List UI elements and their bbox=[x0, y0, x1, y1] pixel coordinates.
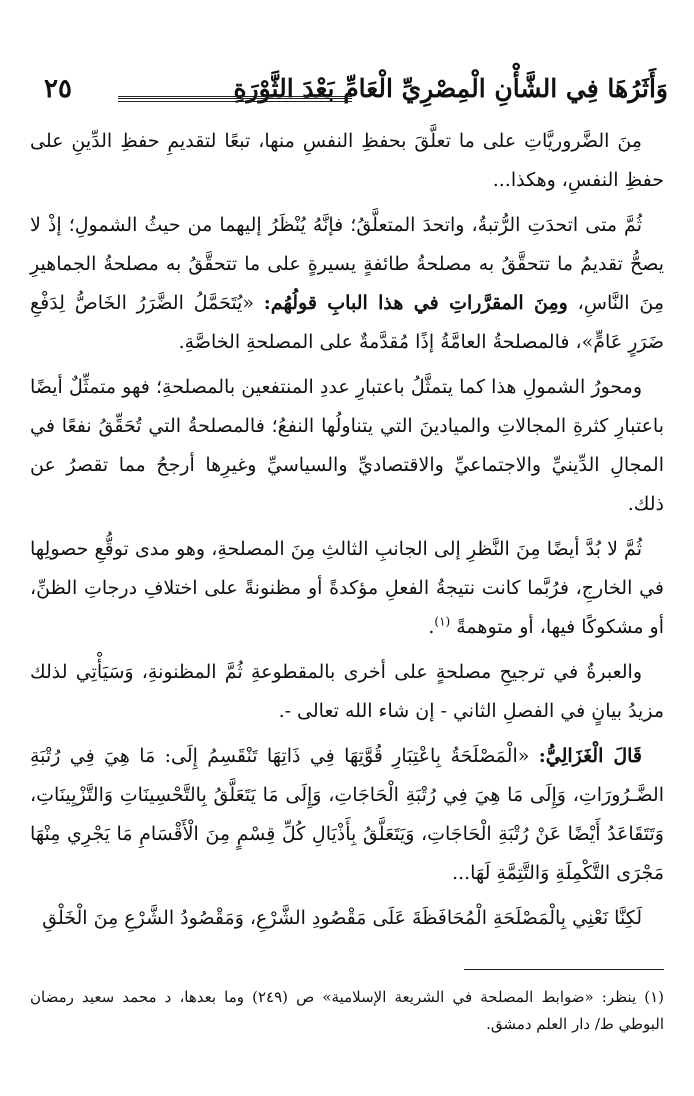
paragraph: والعبرةُ في ترجيحِ مصلحةٍ على أخرى بالمقطوعةِ ثُمَّ المظنونةِ، وَسَيَأْتِي لذلك مزيدُ بيانٍ في الفصلِ الثاني - إن شاء الله تعالى -. bbox=[30, 661, 664, 722]
header-rule-thin bbox=[118, 101, 352, 102]
running-header bbox=[26, 70, 668, 120]
bold-phrase: ومِنَ المقرَّراتِ في هذا البابِ قولُهُم: bbox=[263, 292, 568, 314]
footnote: (١) ينظر: «ضوابط المصلحة في الشريعة الإسلامية» ص (٢٤٩) وما بعدها، د محمد سعيد رمضان البوطي ط/ دار العلم دمشق. bbox=[30, 988, 665, 1033]
footnote-divider bbox=[464, 969, 664, 970]
body-text bbox=[30, 122, 664, 944]
paragraph: ثُمَّ لا بُدَّ أيضًا مِنَ النَّظرِ إلى الجانبِ الثالثِ مِنَ المصلحةِ، وهو مدى توقُّعِ حصولِها في الخارجِ، فرُبَّما كانت نتيجةُ الفعلِ مؤكدةً أو مظنونةً على اختلافِ درجاتِ الظنِّ، أو مشكوكًا فيها، أو متوهمةً $^{(١)}$. bbox=[30, 538, 664, 638]
paragraph: لَكِنَّا نَعْنِي بِالْمَصْلَحَةِ الْمُحَافَظَةَ عَلَى مَقْصُودِ الشَّرْعِ، وَمَقْصُودُ الشَّرْعِ مِنَ الْخَلْقِ bbox=[42, 907, 642, 929]
paragraph: قَالَ الْغَزَالِيُّ: «الْمَصْلَحَةُ بِاعْتِبَارِ قُوَّتِهَا فِي ذَاتِهَا تَنْقَسِمُ إِلَى: مَا هِيَ فِي رُتْبَةِ الضَّـرُورَاتِ، وَإِلَى مَا هِيَ فِي رُتْبَةِ الْحَاجَاتِ، وَإِلَى مَا يَتَعَلَّقُ بِالتَّحْسِينَاتِ وَالتَّزْيِينَاتِ، وَتَتَقَاعَدُ أَيْضًا عَنْ رُتْبَةِ الْحَاجَاتِ، وَيَتَعَلَّقُ بِأَذْيَالِ كُلِّ قِسْمٍ مِنَ الْأَقْسَامِ مَا يَجْرِي مِنْهَا مَجْرَى التَّكْمِلَةِ وَالتَّتِمَّةِ لَهَا... bbox=[30, 745, 664, 884]
page-number: ٢٥ bbox=[44, 74, 72, 104]
paragraph: ثُمَّ متى اتحدَتِ الرُّتبةُ، واتحدَ المتعلَّقُ؛ فإنَّهُ يُنْظَرُ إليهما من حيثُ الشمولِ؛ إذْ لا يصحُّ تقديمُ ما تتحقَّقُ به مصلحةُ طائفةٍ يسيرةٍ على ما تتحقَّقُ به مصلحةُ الجماهيرِ مِنَ النَّاسِ، ومِنَ المقرَّراتِ في هذا البابِ قولُهُم: «يُتَحَمَّلُ الضَّرَرُ الخَاصُّ لِدَفْعِ ضَرَرٍ عَامٍّ»، فالمصلحةُ العامَّةُ إذًا مُقدَّمةٌ على المصلحةِ الخاصَّةِ. bbox=[30, 214, 664, 353]
paragraph: مِنَ الضَّروريَّاتِ على ما تعلَّقَ بحفظِ النفسِ منها، تبعًا لتقديمِ حفظِ الدِّينِ على حفظِ النفسِ، وهكذا... bbox=[30, 130, 664, 191]
footnote-marker: (١) bbox=[434, 614, 451, 629]
paragraph: ومحورُ الشمولِ هذا كما يتمثَّلُ باعتبارِ عددِ المنتفعين بالمصلحةِ؛ فهو متمثِّلٌ أيضًا باعتبارِ كثرةِ المجالاتِ والميادينَ التي يتناولُها النفعُ؛ فالمصلحةُ التي تُحَقِّقُ نفعًا في المجالِ الدِّينيِّ والاجتماعيِّ والاقتصاديِّ والسياسيِّ وغيرِها أرجحُ مما تقصرُ عن ذلك. bbox=[30, 376, 664, 515]
quote-author: قَالَ الْغَزَالِيُّ: bbox=[538, 745, 642, 767]
running-title: وَأَثَرُهَا فِي الشَّأْنِ الْمِصْرِيِّ الْعَامِّ بَعْدَ الثَّوْرَةِ bbox=[233, 74, 668, 103]
